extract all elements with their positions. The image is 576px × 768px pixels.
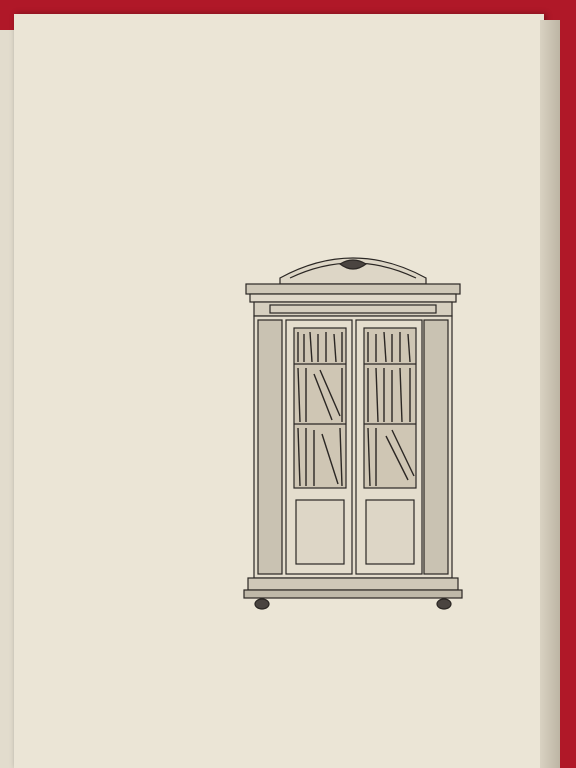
bookcase-illustration: [240, 244, 466, 616]
page-stack-edge: [540, 20, 560, 768]
